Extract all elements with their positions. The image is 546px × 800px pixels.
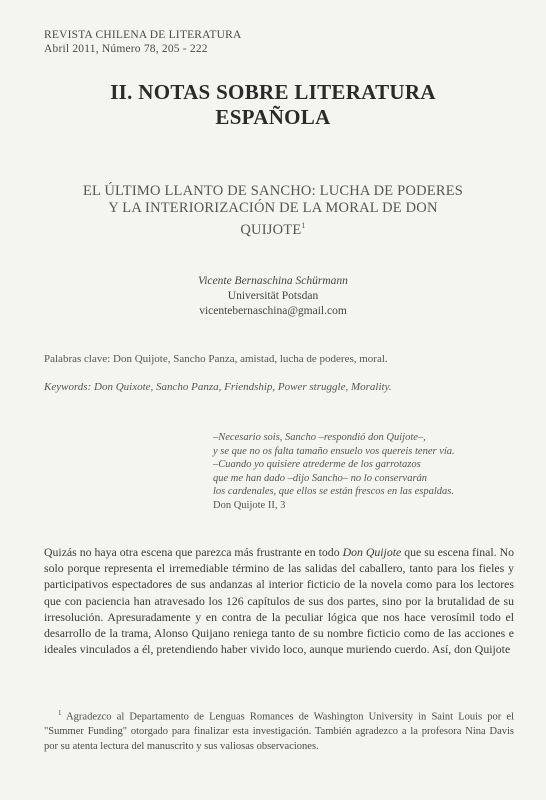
- journal-header: [44, 28, 242, 56]
- section-title-line1: II. NOTAS SOBRE LITERATURA: [110, 80, 436, 104]
- article-title-line1: EL ÚLTIMO LLANTO DE SANCHO: LUCHA DE PODERES: [82, 183, 464, 199]
- footnote-mark: 1: [58, 709, 62, 717]
- article-title: [52, 183, 494, 239]
- author-block: [40, 274, 506, 319]
- epigraph: [213, 431, 513, 513]
- body-paragraph: [44, 544, 514, 657]
- article-title-line3-text: QUIJOTE: [240, 221, 302, 238]
- article-title-line2: Y LA INTERIORIZACIÓN DE LA MORAL DE DON: [108, 200, 438, 216]
- footnote: [44, 706, 514, 754]
- journal-name: REVISTA CHILENA DE LITERATURA: [44, 29, 242, 41]
- epigraph-line: –Necesario sois, Sancho –respondió don Quijote–,: [213, 432, 426, 443]
- body-text-start: Quizás no haya otra escena que parezca más frustrante en todo: [44, 545, 343, 559]
- keywords-en: Keywords: Don Quixote, Sancho Panza, Friendship, Power struggle, Morality.: [44, 381, 392, 393]
- section-title-line2: ESPAÑOLA: [215, 105, 331, 129]
- footnote-text: Agradezco al Departamento de Lenguas Romances de Washington University in Saint Louis por el "Summer Funding" otorgado para finalizar esta investigación. También agradezco a la profesora Nina Davis por su atenta lectura del manuscrito y sus valiosas observaciones.: [44, 711, 514, 752]
- epigraph-source: Don Quijote II, 3: [213, 499, 286, 511]
- body-text-rest: que su escena final. No solo porque representa el irremediable término de las salidas del caballero, tanto para los fieles y participativos espectadores de sus andanzas al interior ficticio de la novela como para los lectores que con paciencia han atravesado los 126 capítulos de sus dos partes, sino por la brutalidad de su irresolución. Apresuradamente y en contra de la peculiar lógica que nos hace verosímil todo el desarrollo de la trama, Alonso Quijano reniega tanto de su nombre ficticio como de las acciones e ideales vinculados a él, pretendiendo haber vivido loco, aunque muriendo cuerdo. Así, don Quijote: [44, 545, 514, 657]
- epigraph-line: los cardenales, que ellos se están frescos en las espaldas.: [213, 486, 454, 498]
- keywords-es: Palabras clave: Don Quijote, Sancho Panza, amistad, lucha de poderes, moral.: [44, 353, 388, 365]
- author-affiliation: Universität Potsdan: [227, 290, 319, 302]
- section-title: [40, 80, 506, 130]
- epigraph-line: y se que no os falta tamaño ensuelo vos quereis tener vía.: [213, 445, 455, 457]
- author-email[interactable]: vicentebernaschina@gmail.com: [199, 305, 347, 317]
- epigraph-line: que me han dado –dijo Sancho– no lo conservarán: [213, 472, 428, 484]
- work-title: Don Quijote: [342, 545, 402, 559]
- epigraph-line: –Cuando yo quisiere atrederme de los garrotazos: [213, 459, 421, 471]
- author-name: Vicente Bernaschina Schürmann: [198, 275, 348, 287]
- issue-info: Abril 2011, Número 78, 205 - 222: [44, 43, 208, 55]
- title-footnote-mark[interactable]: 1: [301, 221, 306, 230]
- article-title-line3: [52, 217, 494, 239]
